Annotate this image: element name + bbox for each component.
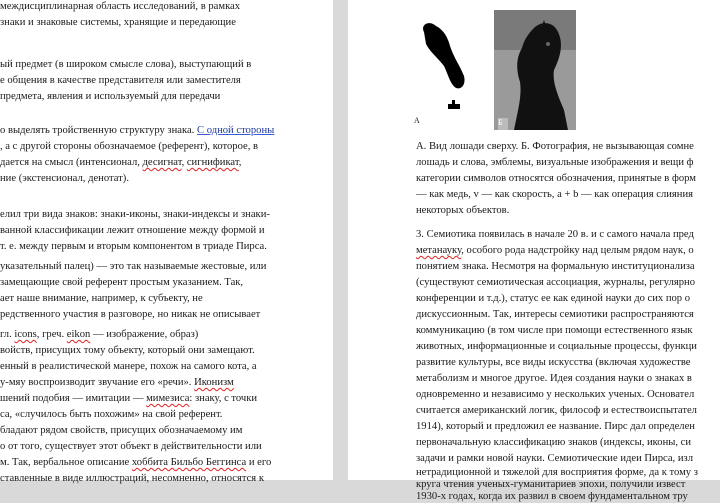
text-line: 1914), который и предложил ее название. Пирс дал определен <box>416 421 695 432</box>
text-line: дается на смысл (интенсионал, десигнат, сигнификат, <box>0 157 242 168</box>
text-line: о от того, существует этот объект в действительности или <box>0 441 262 452</box>
spellcheck-word[interactable]: десигнат <box>142 157 182 168</box>
text-line: знаки и знаковые системы, хранящие и передающие <box>0 17 236 28</box>
text-line: развитие культуры, все виды искусства (включая художестве <box>416 357 691 368</box>
text-line: одновременно и независимо у нескольких ученых. Основател <box>416 389 695 400</box>
text-line: дискуссионным. Так, интересы семиотики распространяются <box>416 309 694 320</box>
horse-photo-image <box>494 10 576 130</box>
figure-label-a: А <box>414 116 420 125</box>
text-line: некоторых объектов. <box>416 205 510 216</box>
figure-label-b: Б <box>498 118 503 127</box>
text-line: 1930-х годах, когда их развил в своем фундаментальном тру <box>416 491 688 502</box>
text-line: считается американский логик, философ и естествоиспытател <box>416 405 697 416</box>
text-line: бладают рядом свойств, присущих обозначаемому им <box>0 425 243 436</box>
spellcheck-word[interactable]: хоббита Бильбо Беггинса <box>131 457 247 468</box>
text-line: шений подобия — имитации — мимезиса: знаку, с точки <box>0 393 258 404</box>
text-line: т. е. между первым и вторым компонентом в триаде Пирса. <box>0 241 267 252</box>
text-line: замещающие свой референт простым указанием. Так, <box>0 277 244 288</box>
text-line: животных, информационные и социальные процессы, функци <box>416 341 697 352</box>
text-line: е общения в качестве представителя или заместителя <box>0 75 241 86</box>
spellcheck-word[interactable]: мимезиса <box>146 393 190 404</box>
text-line: предмета, явления и используемый для передачи <box>0 91 221 102</box>
text-line: метанауку, особого рода надстройку над целым рядом наук, о <box>416 245 694 256</box>
text-line: междисциплинарная область исследований, в рамках <box>0 1 241 12</box>
text-line: , а с другой стороны обозначаемое (референт), которое, в <box>0 141 259 152</box>
text-line: коммуникацию (в том числе при помощи естественного язык <box>416 325 693 336</box>
spellcheck-word[interactable]: Иконизм <box>194 377 234 388</box>
text-line: ает наше внимание, например, к субъекту, не <box>0 293 203 304</box>
text-line: лошадь и слова, эмблемы, визуальные изображения и вещи ф <box>416 157 694 168</box>
text-line: нетрадиционной и тяжелой для восприятия форме, да к тому з <box>416 467 698 478</box>
text-line: редственного участия в разговоре, но никак не описывает <box>0 309 261 320</box>
text-line: указательный палец) — это так называемые жестовые, или <box>0 261 267 272</box>
text-line: ванной классификации лежит отношение между формой и <box>0 225 265 236</box>
text-line: ние (экстенсионал, денотат). <box>0 173 129 184</box>
text-line: метаболизм и многое другое. Идея создания науки о знаках в <box>416 373 692 384</box>
text-line: задачи и рамки новой науки. Семиотические идеи Пирса, изл <box>416 453 693 464</box>
text-line: м. Так, вербальное описание хоббита Бильбо Беггинса и его <box>0 457 272 468</box>
hyperlink[interactable]: С одной стороны <box>196 125 275 136</box>
text-line: круга чтения ученых-гуманитариев эпохи, получили извест <box>416 479 686 490</box>
text-line: са, «случилось быть похожим» на свой референт. <box>0 409 223 420</box>
text-line: ставленные в виде иллюстраций, несомненно, относятся к <box>0 473 264 484</box>
spellcheck-word[interactable]: сигнификат <box>186 157 239 168</box>
horse-top-view-image <box>410 14 480 114</box>
spellcheck-word[interactable]: метанауку <box>416 245 462 256</box>
document-page-left <box>0 0 333 484</box>
text-line: категории символов относятся обозначения, принятые в форм <box>416 173 696 184</box>
spellcheck-word[interactable]: icons <box>14 329 37 340</box>
text-line: у-мяу воспроизводит звучание его «речи». Иконизм <box>0 377 234 388</box>
text-line: войств, присущих тому объекту, который они замещают. <box>0 345 255 356</box>
caption-line: А. Вид лошади сверху. Б. Фотография, не вызывающая сомне <box>416 141 694 152</box>
text-line: (существуют семиотическая ассоциация, журналы, регулярно <box>416 277 696 288</box>
text-line: елил три вида знаков: знаки-иконы, знаки-индексы и знаки- <box>0 209 270 220</box>
text-line: гл. icons, греч. eikon — изображение, образ) <box>0 329 199 340</box>
text-line: ый предмет (в широком смысле слова), выступающий в <box>0 59 252 70</box>
text-line: понятием знака. Несмотря на формальную институционализа <box>416 261 695 272</box>
text-line: первоначальную классификацию знаков (индексы, иконы, си <box>416 437 692 448</box>
document-page-right <box>348 0 720 502</box>
text-line: конференции и т.д.), статус ее как единой науки до сих пор о <box>416 293 691 304</box>
text-line: о выделять тройственную структуру знака. С одной стороны <box>0 125 275 136</box>
text-line: 3. Семиотика появилась в начале 20 в. и с самого начала пред <box>416 229 694 240</box>
text-line: енный в реалистической манере, похож на самого кота, а <box>0 361 257 372</box>
text-line: — как медь, v — как скорость, a + b — как операция слияния <box>416 189 694 200</box>
spellcheck-word[interactable]: eikon <box>66 329 91 340</box>
